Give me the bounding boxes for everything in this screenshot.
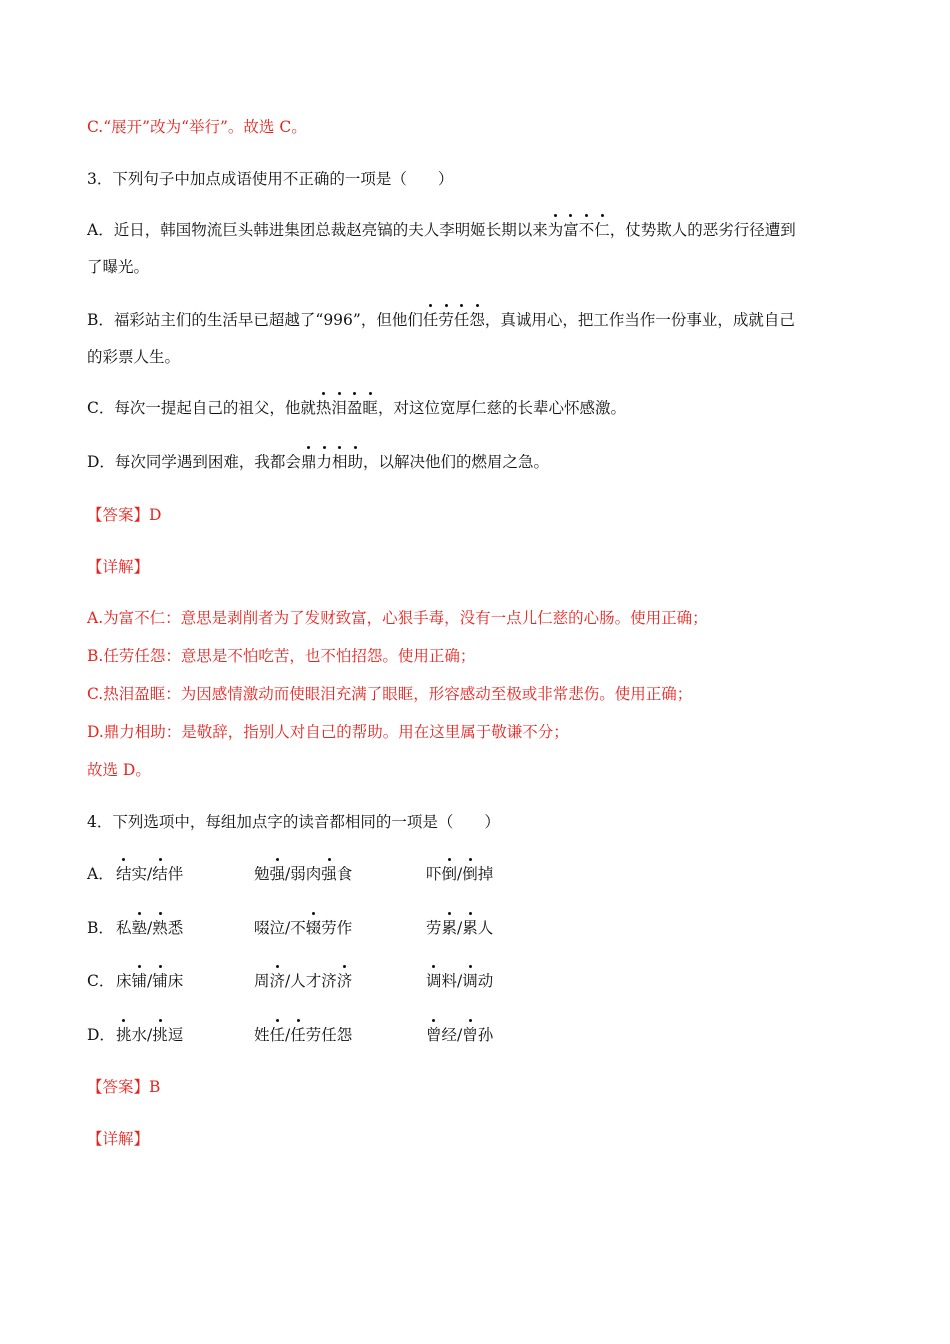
- q3-option-a-post: ，仗势欺人的恶劣行径遭到: [609, 221, 796, 239]
- option-text: /: [457, 919, 463, 937]
- dotted-char: 怨: [469, 311, 485, 329]
- dotted-char: 为: [547, 221, 564, 239]
- q4-option-group: [426, 863, 493, 885]
- option-text: 床: [116, 972, 132, 990]
- dotted-char: 熟: [152, 919, 168, 937]
- q3-explain-label: 【详解】: [87, 558, 150, 576]
- q4-stem: 4．下列选项中，每组加点字的读音都相同的一项是（ ）: [87, 813, 500, 831]
- q3-option-c-pre: C．每次一提起自己的祖父，他就: [87, 399, 316, 417]
- q3-option-d-pre: D．每次同学遇到困难，我都会: [87, 453, 301, 471]
- dotted-char: 劳: [438, 311, 454, 329]
- q3-option-b-pre: B．福彩站主们的生活早已超越了“996”，但他们: [87, 311, 423, 329]
- option-text: 掉: [477, 865, 494, 883]
- q4-answer-label: 【答案】: [87, 1078, 150, 1096]
- dotted-char: 鼎: [300, 453, 317, 471]
- option-text: 经/: [441, 1026, 463, 1044]
- option-text: 伴: [167, 865, 184, 883]
- dotted-char: 挑: [152, 1026, 168, 1044]
- option-text: /: [457, 865, 463, 883]
- q4-explain-label: 【详解】: [87, 1130, 150, 1148]
- option-text: 私: [116, 919, 132, 937]
- option-text: 实/: [131, 865, 153, 883]
- q3-explain-d: D.鼎力相助：是敬辞，指别人对自己的帮助。用在这里属于敬谦不分；: [87, 723, 569, 741]
- option-text: 劳: [426, 919, 442, 937]
- option-text: /: [147, 919, 153, 937]
- dotted-char: 曾: [462, 1026, 478, 1044]
- option-text: 水/: [131, 1026, 153, 1044]
- dotted-char: 强: [269, 865, 286, 883]
- dotted-char: 相: [331, 453, 348, 471]
- dotted-char: 曾: [426, 1026, 442, 1044]
- q4-option-group: [254, 863, 352, 885]
- q3-option-d: [87, 451, 549, 473]
- option-text: /人才济: [285, 972, 337, 990]
- option-text: 劳作: [321, 919, 353, 937]
- dotted-char: 挑: [116, 1026, 132, 1044]
- option-text: 孙: [477, 1026, 494, 1044]
- dotted-char: 任: [290, 1026, 306, 1044]
- option-text: 动: [477, 972, 494, 990]
- q3-option-b-idiom: [423, 311, 485, 329]
- q3-option-b: [87, 309, 795, 331]
- q3-option-b-post: ，真诚用心，把工作当作一份事业，成就自己: [484, 311, 795, 329]
- dotted-char: 眶: [362, 399, 378, 417]
- q4-option-group: [254, 917, 352, 939]
- q4-option-group: [116, 1024, 183, 1046]
- q3-explain-c: C.热泪盈眶：为因感情激动而使眼泪充满了眼眶，形容感动至极或非常悲伤。使用正确；: [87, 685, 693, 703]
- dotted-char: 累: [462, 919, 478, 937]
- q4-option-letter: C．: [87, 972, 115, 990]
- option-text: 食: [336, 865, 353, 883]
- dotted-char: 结: [116, 865, 132, 883]
- q4-option-group: [426, 970, 493, 992]
- q4-option-group: [254, 1024, 352, 1046]
- option-text: 床: [167, 972, 184, 990]
- q3-option-c-idiom: [316, 399, 378, 417]
- dotted-char: 倒: [462, 865, 478, 883]
- dotted-char: 济: [336, 972, 353, 990]
- q3-option-c-post: ，对这位宽厚仁慈的长辈心怀感激。: [377, 399, 626, 417]
- q3-option-a: [87, 219, 796, 241]
- option-text: /弱肉: [285, 865, 322, 883]
- option-text: 劳任怨: [305, 1026, 353, 1044]
- option-text: 勉: [254, 865, 270, 883]
- dotted-char: 热: [315, 399, 332, 417]
- dotted-char: 任: [269, 1026, 286, 1044]
- q3-explain-a: A.为富不仁：意思是剥削者为了发财致富，心狠手毒，没有一点儿仁慈的心肠。使用正确；: [87, 609, 708, 627]
- q4-answer-value: B: [149, 1078, 161, 1096]
- option-text: 人: [477, 919, 494, 937]
- q3-option-a-pre: A．近日，韩国物流巨头韩进集团总裁赵亮镐的夫人李明姬长期以来: [87, 221, 548, 239]
- q3-stem: 3．下列句子中加点成语使用不正确的一项是（ ）: [87, 170, 454, 188]
- dotted-char: 倒: [441, 865, 458, 883]
- dotted-char: 任: [422, 311, 439, 329]
- dotted-char: 富: [563, 221, 579, 239]
- q3-answer-value: D: [149, 506, 162, 524]
- option-text: 料/: [441, 972, 463, 990]
- q4-option-letter: B．: [87, 919, 114, 937]
- q4-option-letter: D．: [87, 1026, 115, 1044]
- q3-option-b-line2: 的彩票人生。: [87, 348, 181, 366]
- q4-option-group: [426, 917, 493, 939]
- option-text: 吓: [426, 865, 442, 883]
- dotted-char: 仁: [594, 221, 610, 239]
- q3-answer-label: 【答案】: [87, 506, 150, 524]
- q3-option-d-post: ，以解决他们的燃眉之急。: [363, 453, 550, 471]
- option-text: 周: [254, 972, 270, 990]
- dotted-char: 力: [316, 453, 332, 471]
- option-text: 悉: [167, 919, 184, 937]
- q4-option-group: [254, 970, 352, 992]
- dotted-char: 铺: [131, 972, 148, 990]
- dotted-char: 结: [152, 865, 168, 883]
- dotted-char: 不: [578, 221, 595, 239]
- q3-option-a-line2: 了曝光。: [87, 258, 150, 276]
- dotted-char: 塾: [131, 919, 148, 937]
- dotted-char: 盈: [346, 399, 363, 417]
- q4-option-group: [116, 970, 183, 992]
- q4-option-group: [116, 917, 183, 939]
- q4-option-group: [116, 863, 183, 885]
- option-text: 啜泣/不: [254, 919, 306, 937]
- dotted-char: 调: [426, 972, 442, 990]
- q3-explain-b: B.任劳任怨：意思是不怕吃苦，也不怕招怨。使用正确；: [87, 647, 476, 665]
- q3-answer: [87, 504, 161, 526]
- q3-option-d-idiom: [301, 453, 363, 471]
- dotted-char: 强: [321, 865, 337, 883]
- option-text: 姓: [254, 1026, 270, 1044]
- option-text: /: [147, 972, 153, 990]
- q3-explain-conclusion: 故选 D。: [87, 761, 151, 779]
- q4-answer: [87, 1076, 160, 1098]
- dotted-char: 济: [269, 972, 286, 990]
- dotted-char: 调: [462, 972, 478, 990]
- dotted-char: 任: [453, 311, 470, 329]
- prev-answer-tail: C.“展开”改为“举行”。故选 C。: [87, 118, 307, 136]
- dotted-char: 累: [441, 919, 458, 937]
- q4-option-letter: A．: [87, 865, 114, 883]
- dotted-char: 辍: [305, 919, 322, 937]
- option-text: 逗: [167, 1026, 184, 1044]
- q3-option-c: [87, 397, 626, 419]
- dotted-char: 助: [347, 453, 363, 471]
- option-text: /: [285, 1026, 291, 1044]
- dotted-char: 铺: [152, 972, 168, 990]
- q4-option-group: [426, 1024, 493, 1046]
- dotted-char: 泪: [331, 399, 347, 417]
- q3-option-a-idiom: [548, 221, 610, 239]
